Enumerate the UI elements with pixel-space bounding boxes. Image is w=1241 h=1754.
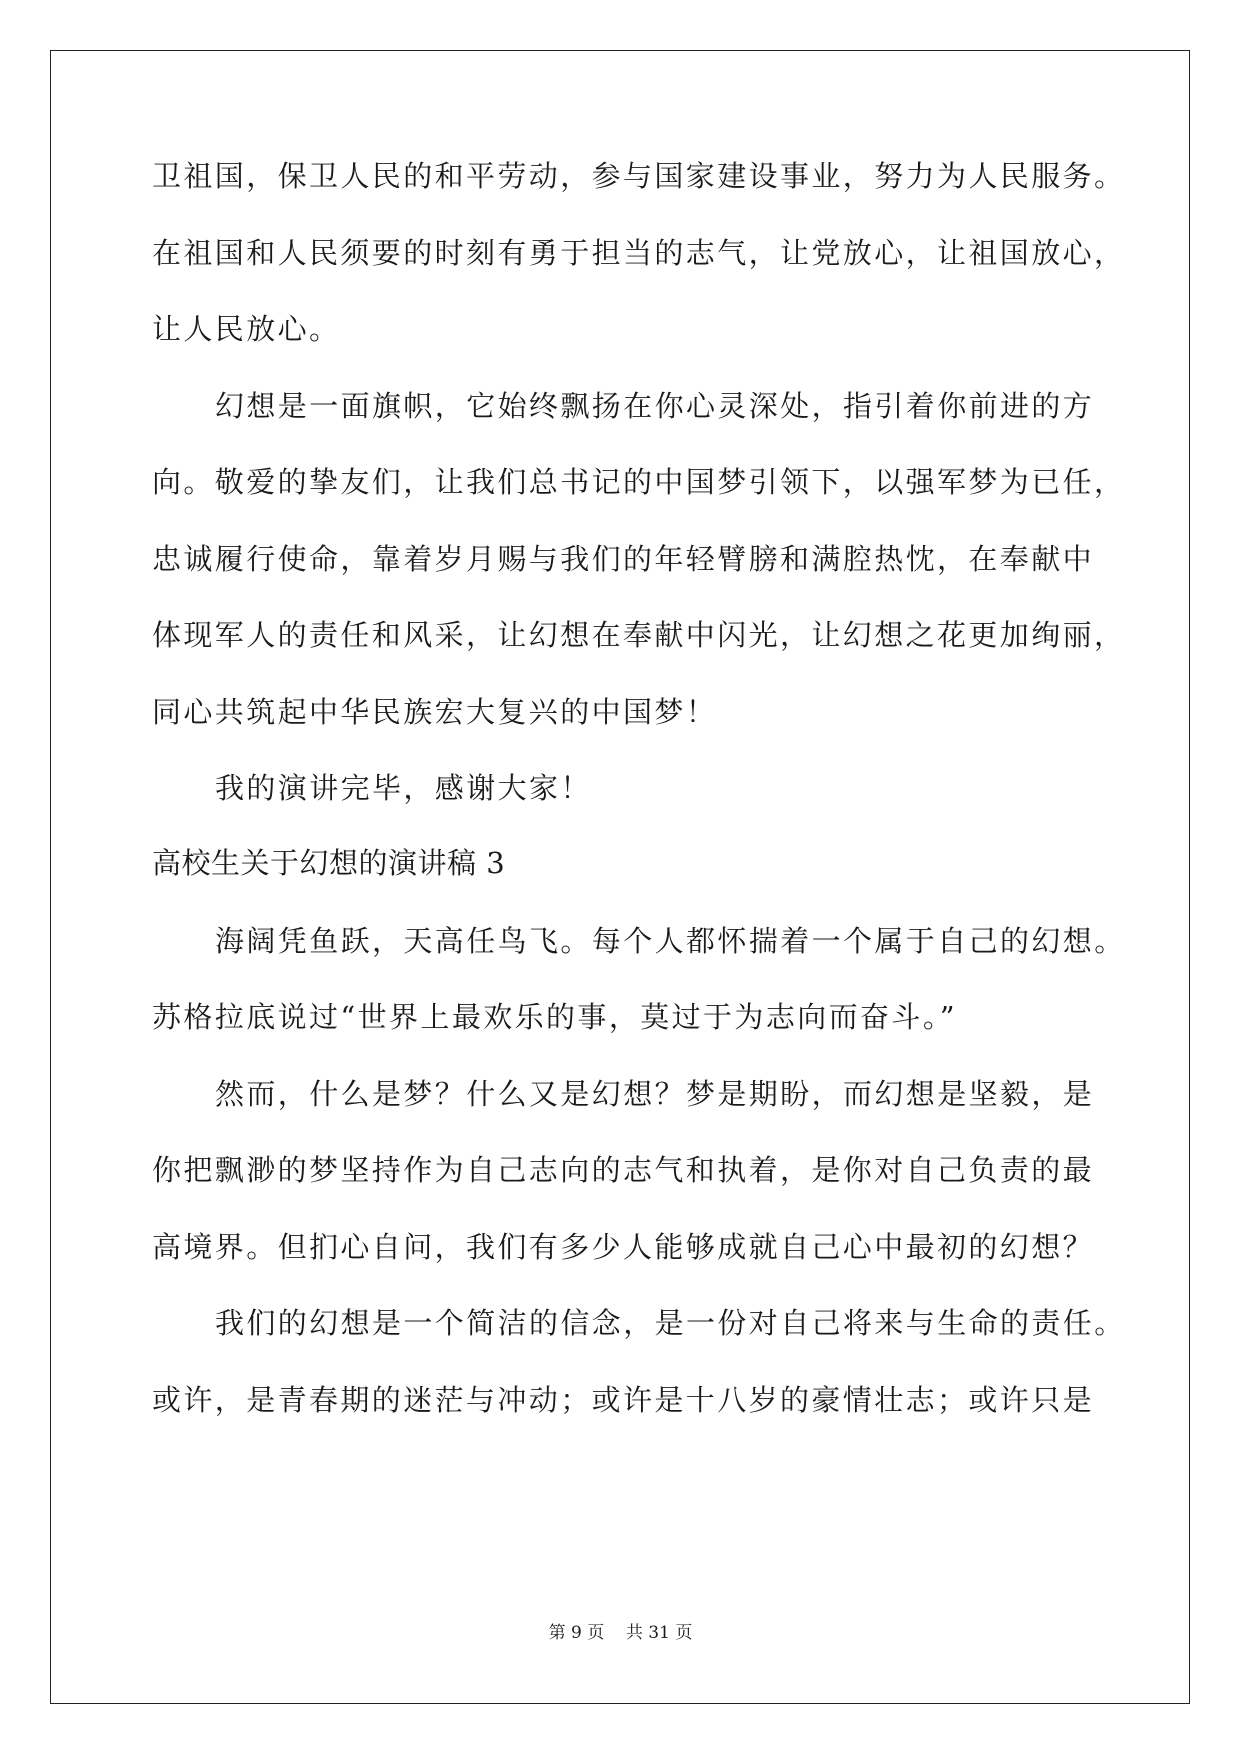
- body-text-line: 你把飘渺的梦坚持作为自己志向的志气和执着，是你对自己负责的最: [152, 1153, 1095, 1187]
- paragraph-first-line: 我们的幻想是一个简洁的信念，是一份对自己将来与生命的责任。: [215, 1306, 1126, 1340]
- paragraph-first-line: 幻想是一面旗帜，它始终飘扬在你心灵深处，指引着你前进的方: [215, 389, 1095, 423]
- body-text-line: 忠诚履行使命，靠着岁月赐与我们的年轻臂膀和满腔热忱，在奉献中: [152, 542, 1095, 576]
- paragraph-first-line: 海阔凭鱼跃，天高任鸟飞。每个人都怀揣着一个属于自己的幻想。: [215, 924, 1126, 958]
- paragraph-first-line: 然而，什么是梦？什么又是幻想？梦是期盼，而幻想是坚毅，是: [215, 1077, 1095, 1111]
- body-text-line: 卫祖国，保卫人民的和平劳动，参与国家建设事业，努力为人民服务。: [152, 159, 1126, 193]
- body-text-line: 高境界。但扪心自问，我们有多少人能够成就自己心中最初的幻想？: [152, 1230, 1095, 1264]
- body-text-line: 向。敬爱的挚友们，让我们总书记的中国梦引领下，以强军梦为已任，: [152, 465, 1126, 499]
- paragraph-first-line: 我的演讲完毕，感谢大家！: [215, 771, 592, 805]
- body-text-line: 同心共筑起中华民族宏大复兴的中国梦！: [152, 695, 718, 729]
- body-text-line: 或许，是青春期的迷茫与冲动；或许是十八岁的豪情壮志；或许只是: [152, 1383, 1095, 1417]
- body-text-line: 苏格拉底说过“世界上最欢乐的事，莫过于为志向而奋斗。”: [152, 1000, 957, 1034]
- body-text-line: 体现军人的责任和风采，让幻想在奉献中闪光，让幻想之花更加绚丽，: [152, 618, 1126, 652]
- page-footer: 第 9 页 共 31 页: [548, 1623, 693, 1643]
- section-heading: 高校生关于幻想的演讲稿 3: [152, 846, 506, 880]
- body-text-line: 让人民放心。: [152, 312, 341, 346]
- body-text-line: 在祖国和人民须要的时刻有勇于担当的志气，让党放心，让祖国放心，: [152, 236, 1126, 270]
